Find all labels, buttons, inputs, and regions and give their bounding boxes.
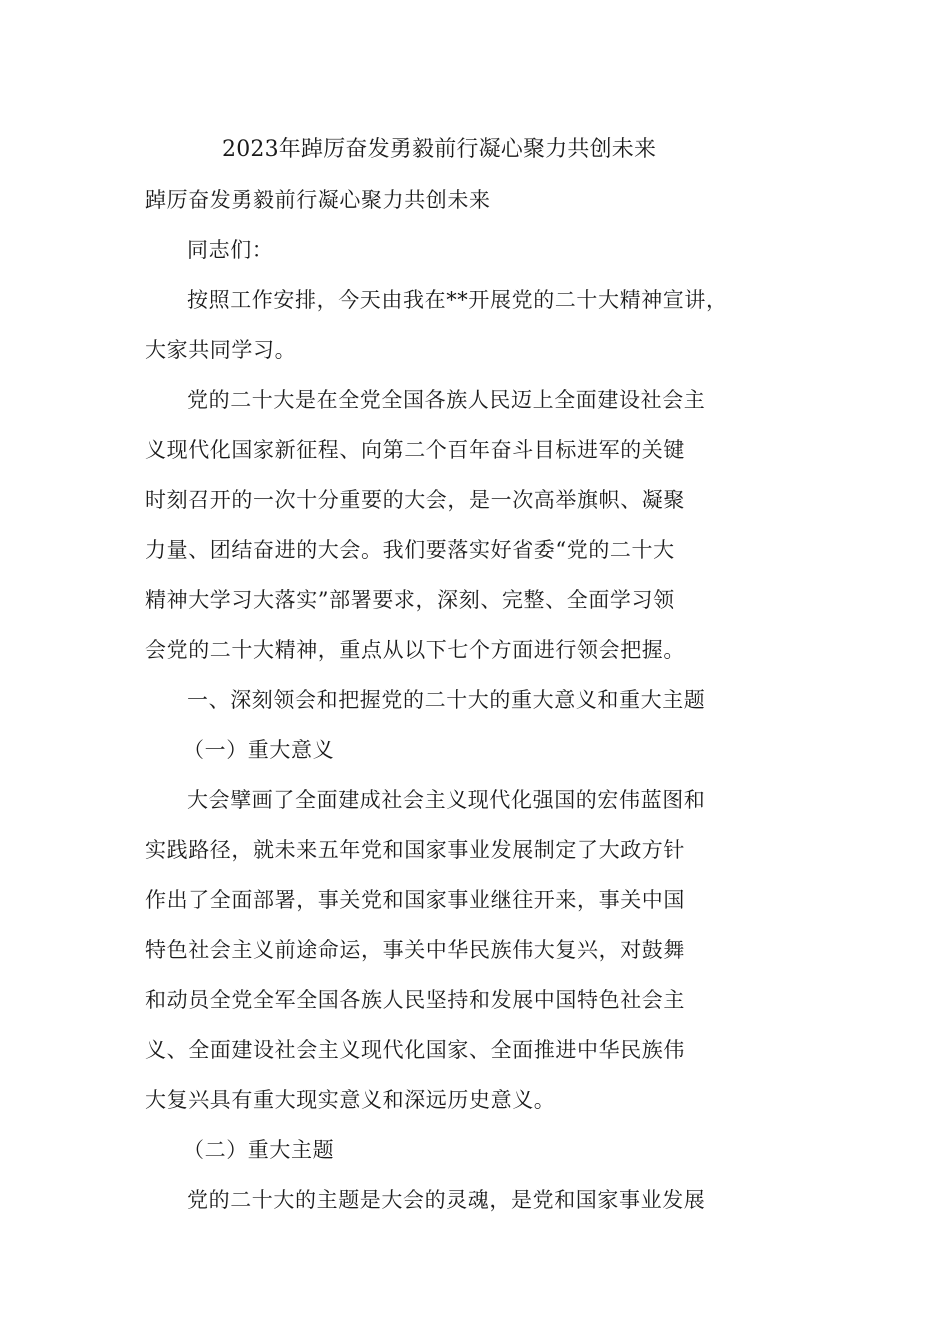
paragraph-line: 大复兴具有重大现实意义和深远历史意义。 <box>145 1088 556 1112</box>
paragraph-line: 和动员全党全军全国各族人民坚持和发展中国特色社会主 <box>145 988 685 1012</box>
paragraph-line: 义、全面建设社会主义现代化国家、全面推进中华民族伟 <box>145 1038 685 1062</box>
paragraph-line: 实践路径，就未来五年党和国家事业发展制定了大政方针 <box>145 838 685 862</box>
paragraph-line: 义现代化国家新征程、向第二个百年奋斗目标进军的关键 <box>145 438 685 462</box>
paragraph-line: 党的二十大是在全党全国各族人民迈上全面建设社会主 <box>187 388 706 412</box>
paragraph-line: 大会擘画了全面建成社会主义现代化强国的宏伟蓝图和 <box>187 788 706 812</box>
paragraph-line: 会党的二十大精神，重点从以下七个方面进行领会把握。 <box>145 638 685 662</box>
paragraph-line: 按照工作安排，今天由我在**开展党的二十大精神宣讲， <box>187 288 728 312</box>
document-subtitle: 踔厉奋发勇毅前行凝心聚力共创未来 <box>145 188 491 212</box>
paragraph-line: 力量、团结奋进的大会。我们要落实好省委“党的二十大 <box>145 538 675 562</box>
document-title: 2023年踔厉奋发勇毅前行凝心聚力共创未来 <box>222 137 657 162</box>
paragraph-line: 特色社会主义前途命运，事关中华民族伟大复兴，对鼓舞 <box>145 938 685 962</box>
paragraph-line: 作出了全面部署，事关党和国家事业继往开来，事关中国 <box>145 888 685 912</box>
section-heading: 一、深刻领会和把握党的二十大的重大意义和重大主题 <box>187 688 706 712</box>
paragraph-line: 时刻召开的一次十分重要的大会，是一次高举旗帜、凝聚 <box>145 488 685 512</box>
paragraph-line: 精神大学习大落实”部署要求，深刻、完整、全面学习领 <box>145 588 675 612</box>
paragraph-line: 党的二十大的主题是大会的灵魂，是党和国家事业发展 <box>187 1188 706 1212</box>
subsection-heading: （一）重大意义 <box>183 738 335 762</box>
salutation: 同志们： <box>187 238 274 262</box>
paragraph-line: 大家共同学习。 <box>145 338 297 362</box>
subsection-heading: （二）重大主题 <box>183 1138 335 1162</box>
